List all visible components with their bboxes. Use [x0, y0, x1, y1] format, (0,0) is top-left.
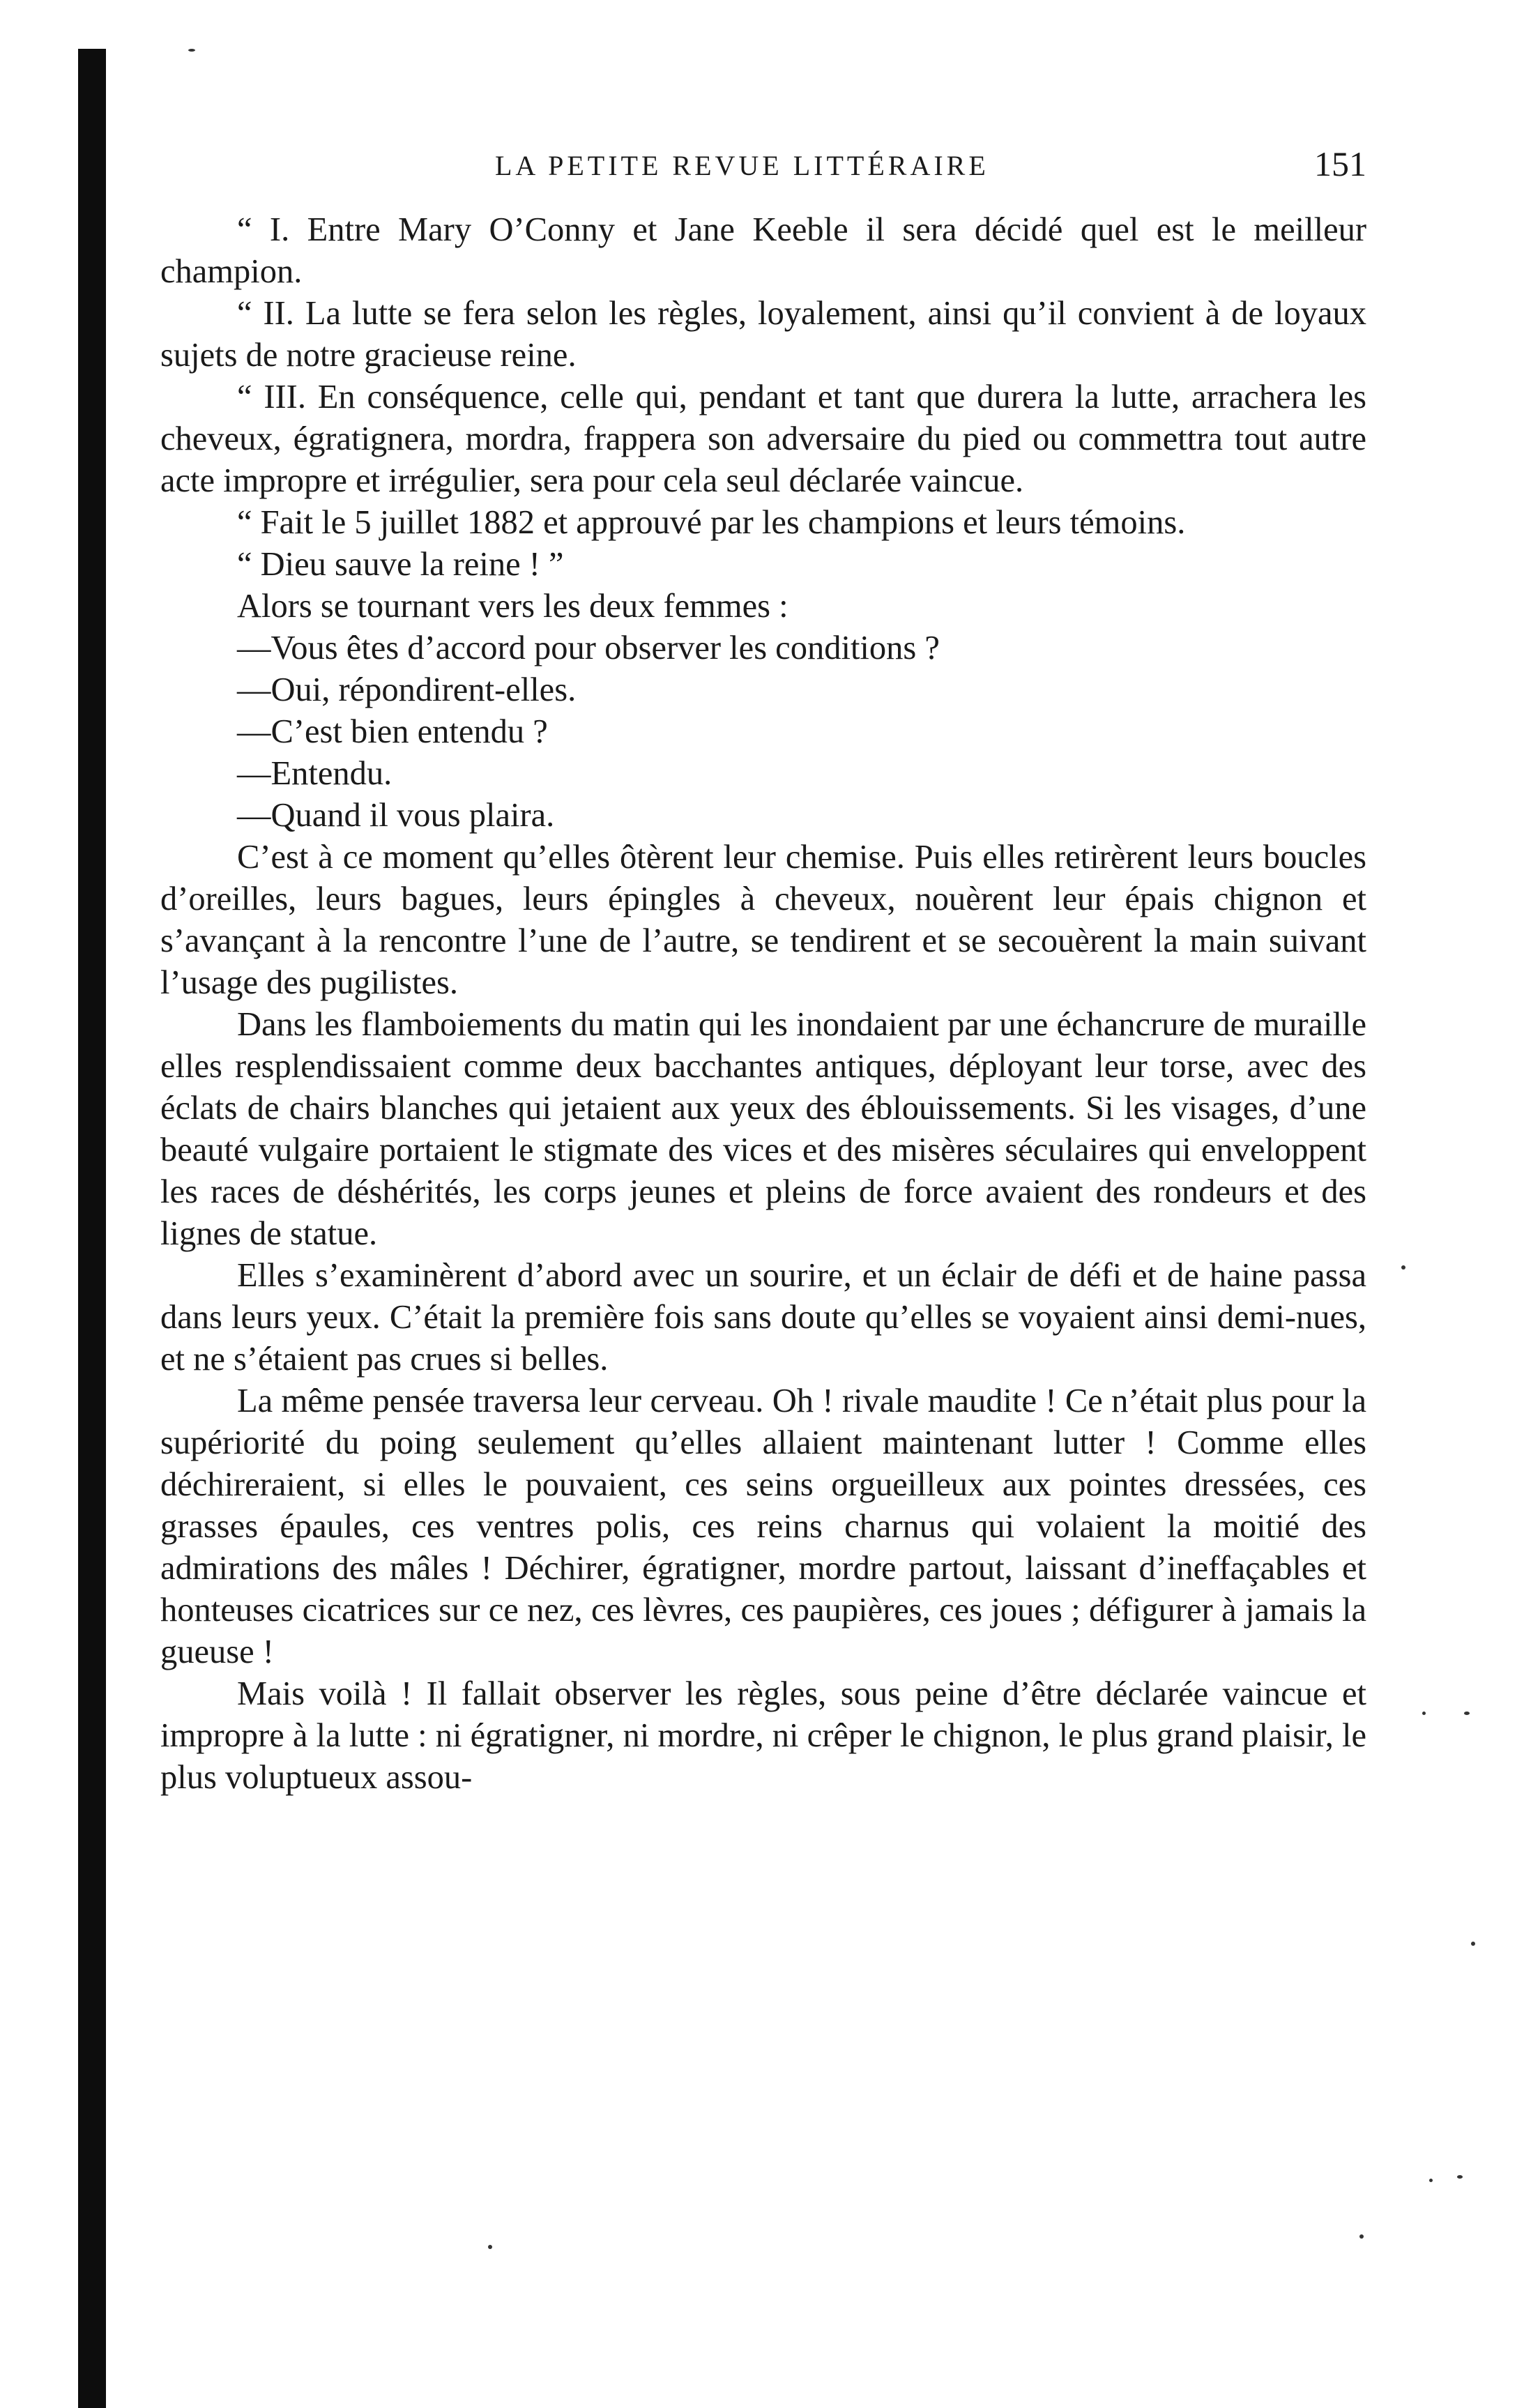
paragraph-rule-3: “ III. En conséquence, celle qui, pendant et tant que durera la lutte, arrachera les cheveux, égratignera, mordra, frappera son adversaire du pied ou commettra tout autre acte impropre et irrégulier, sera pour cela seul déclarée vaincue.: [160, 379, 1366, 499]
paragraph-narration: Alors se tournant vers les deux femmes :: [237, 588, 788, 625]
paragraph: Dans les flamboiements du matin qui les inondaient par une échancrure de muraille elles resplendissaient comme deux bacchantes antiques, déployant leur torse, avec des éclats de chairs blanches qui jetaient aux yeux des éblouissements. Si les visages, d’une beauté vulgaire portaient le stigmate des vices et des misères séculaires qui enveloppent les races de déshérités, les corps jeunes et pleins de force avaient des rondeurs et des lignes de statue.: [160, 1006, 1366, 1252]
ink-speck: [1359, 2234, 1364, 2239]
binding-shadow: [78, 49, 106, 2408]
running-title: LA PETITE REVUE LITTÉRAIRE: [495, 150, 989, 181]
paragraph: Mais voilà ! Il fallait observer les règles, sous peine d’être déclarée vaincue et impropre à la lutte : ni égratigner, ni mordre, ni crêper le chignon, le plus grand plaisir, le plus voluptueux assou-: [160, 1675, 1366, 1796]
ink-speck: [1429, 2179, 1433, 2182]
paragraph-rule-2: “ II. La lutte se fera selon les règles, loyalement, ainsi qu’il convient à de loyaux sujets de notre gracieuse reine.: [160, 295, 1366, 374]
dialogue-line: —C’est bien entendu ?: [237, 713, 548, 750]
dialogue-line: —Oui, répondirent-elles.: [237, 671, 577, 708]
page-number: 151: [1314, 144, 1366, 183]
ink-speck: [1401, 1265, 1405, 1270]
ink-speck: [1422, 1712, 1426, 1715]
paragraph-date: “ Fait le 5 juillet 1882 et approuvé par les champions et leurs témoins.: [237, 504, 1186, 541]
paragraph-rule-1: “ I. Entre Mary O’Conny et Jane Keeble il sera décidé quel est le meilleur champion.: [160, 211, 1366, 290]
dialogue-line: —Vous êtes d’accord pour observer les conditions ?: [237, 630, 940, 666]
ink-speck: [1464, 1712, 1470, 1715]
body-text: [160, 209, 1366, 1799]
paragraph: Elles s’examinèrent d’abord avec un sourire, et un éclair de défi et de haine passa dans leurs yeux. C’était la première fois sans doute qu’elles se voyaient ainsi demi-nues, et ne s’étaient pas crues si belles.: [160, 1257, 1366, 1378]
paragraph-god-save: “ Dieu sauve la reine ! ”: [237, 546, 564, 583]
paragraph: La même pensée traversa leur cerveau. Oh ! rivale maudite ! Ce n’était plus pour la supériorité du poing seulement qu’elles allaient maintenant lutter ! Comme elles déchireraient, si elles le pouvaient, ces seins orgueilleux aux pointes dressées, ces grasses épaules, ces ventres polis, ces reins charnus qui volaient la moitié des admirations des mâles ! Déchirer, égratigner, mordre partout, laissant d’ineffaçables et honteuses cicatrices sur ce nez, ces lèvres, ces paupières, ces joues ; défigurer à jamais la gueuse !: [160, 1382, 1366, 1670]
ink-speck: [1471, 1942, 1475, 1946]
ink-speck: [1457, 2175, 1463, 2179]
dialogue-line: —Quand il vous plaira.: [237, 797, 555, 834]
page-header: [160, 139, 1366, 188]
ink-speck: [488, 2245, 492, 2249]
ink-speck: [188, 49, 195, 52]
dialogue-line: —Entendu.: [237, 755, 393, 792]
paragraph: C’est à ce moment qu’elles ôtèrent leur chemise. Puis elles retirèrent leurs boucles d’oreilles, leurs bagues, leurs épingles à cheveux, nouèrent leur épais chignon et s’avançant à la rencontre l’une de l’autre, se tendirent et se secouèrent la main suivant l’usage des pugilistes.: [160, 839, 1366, 1001]
